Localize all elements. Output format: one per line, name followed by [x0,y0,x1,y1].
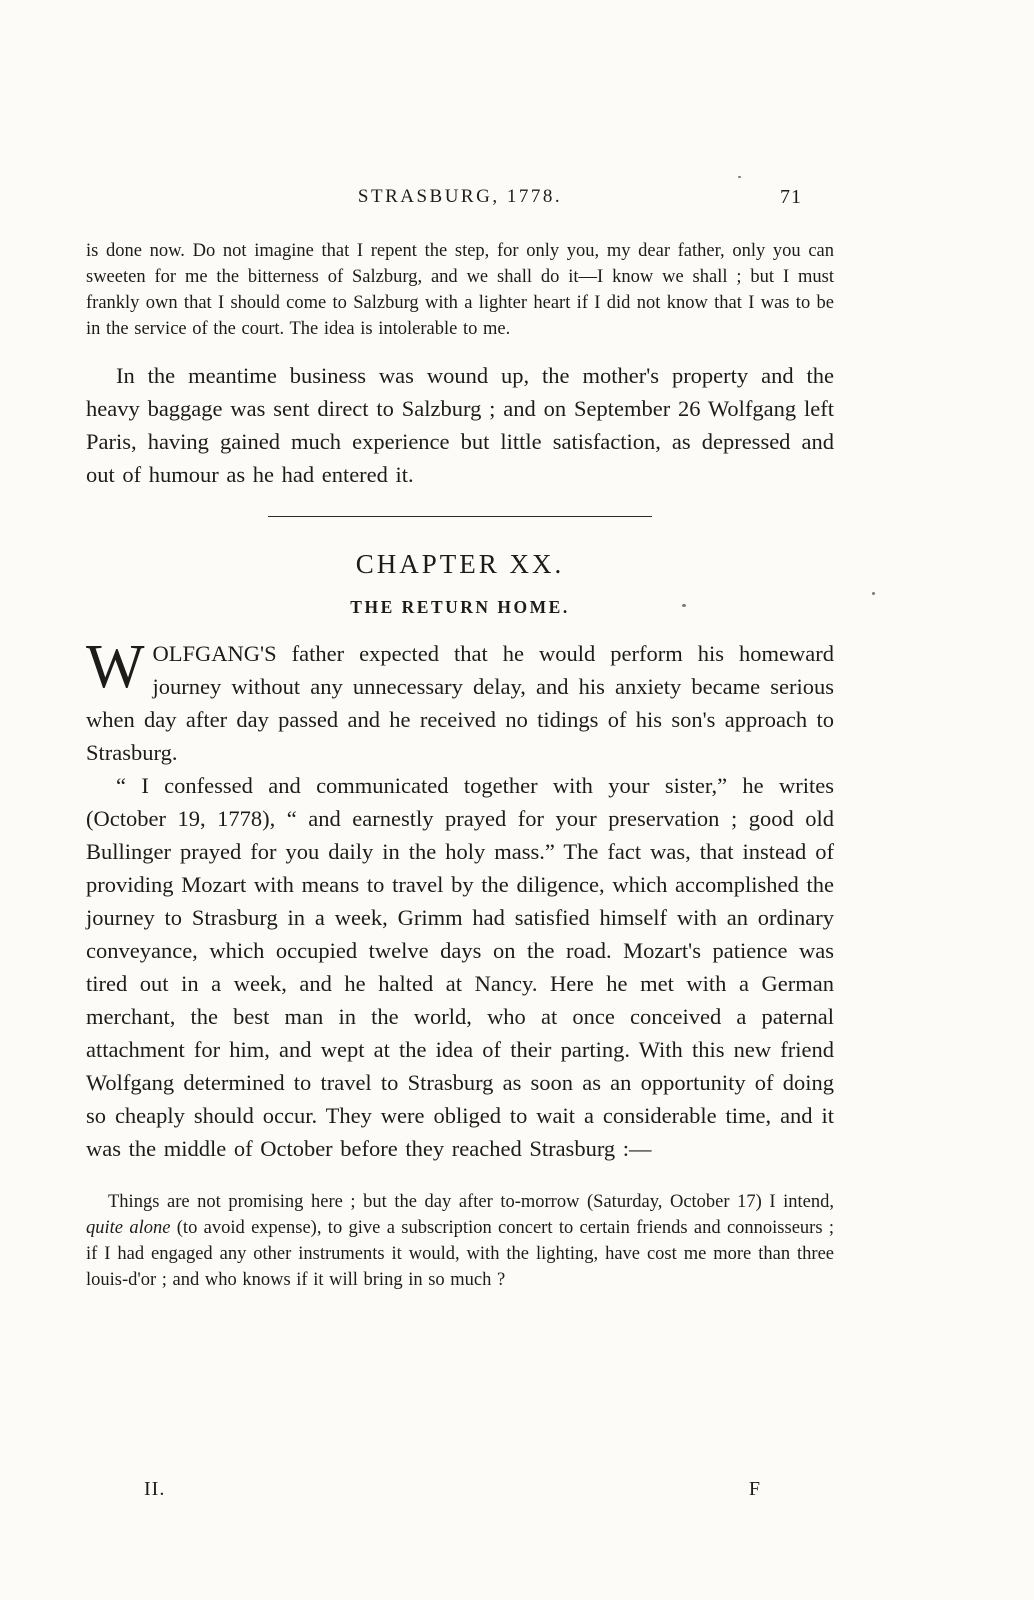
letter-bottom-italic-phrase: quite alone [86,1218,171,1238]
dropcap-letter: W [86,633,145,701]
volume-number: II. [144,1478,166,1500]
letter-excerpt-top: is done now. Do not imagine that I repent the step, for only you, my dear father, only you can sweeten for me the bitterness of Salzburg, and we shall do it—I know we shall ; but I must frankly own that I should come to Salzburg with a lighter heart if I did not know that I was to be in the service of the court. The idea is intolerable to me. [86,241,834,339]
letter-excerpt-bottom [86,1189,834,1293]
paragraph-meantime: In the meantime business was wound up, the mother's property and the heavy baggage was sent direct to Salzburg ; and on September 26 Wolfgang left Paris, having gained much experience but little satisfaction, as depressed and out of humour as he had entered it. [86,363,834,487]
chapter-title: CHAPTER XX. [355,549,565,579]
signature-mark: F [748,1478,760,1500]
letter-bottom-part2: (to avoid expense), to give a subscription concert to certain friends and connoisseurs ; if I had engaged any other instruments it would, with the lighting, have cost me more than three louis-d'or ; and who knows if it will bring in so much ? [86,1218,835,1290]
scan-artifact [682,604,686,607]
chapter-subtitle: THE RETURN HOME. [350,597,570,617]
paragraph-wolfgang-text: father expected that he would perform his homeward journey without any unnecessary delay, and his anxiety became serious when day after day passed and he received no tidings of his son's approach to Strasburg. [86,641,834,765]
page-footer [86,1478,834,1504]
scan-artifact [872,592,875,595]
paragraph-wolfgang [86,633,834,769]
scan-artifact [738,176,741,178]
section-divider [268,516,652,517]
running-title: STRASBURG, 1778. [357,186,563,207]
page-number: 71 [780,186,802,208]
paragraph-confessed: “ I confessed and communicated together with your sister,” he writes (October 19, 1778), “ and earnestly prayed for your preservation ; good old Bullinger prayed for you daily in the holy mass.” The fact was, that instead of providing Mozart with means to travel by the diligence, which accomplished the journey to Strasburg in a week, Grimm had satisfied himself with an ordinary conveyance, which occupied twelve days on the road. Mozart's patience was tired out in a week, and he halted at Nancy. Here he met with a German merchant, the best man in the world, who at once conceived a paternal attachment for him, and wept at the idea of their parting. With this new friend Wolfgang determined to travel to Strasburg as soon as an opportunity of doing so cheaply should occur. They were obliged to wait a considerable time, and it was the middle of October before they reached Strasburg :— [86,773,834,1161]
dropcap-lead-word: OLFGANG'S [152,641,277,666]
letter-bottom-part1: Things are not promising here ; but the day after to-morrow (Saturday, October 17) I intend, [108,1192,834,1212]
page-header [86,186,834,210]
